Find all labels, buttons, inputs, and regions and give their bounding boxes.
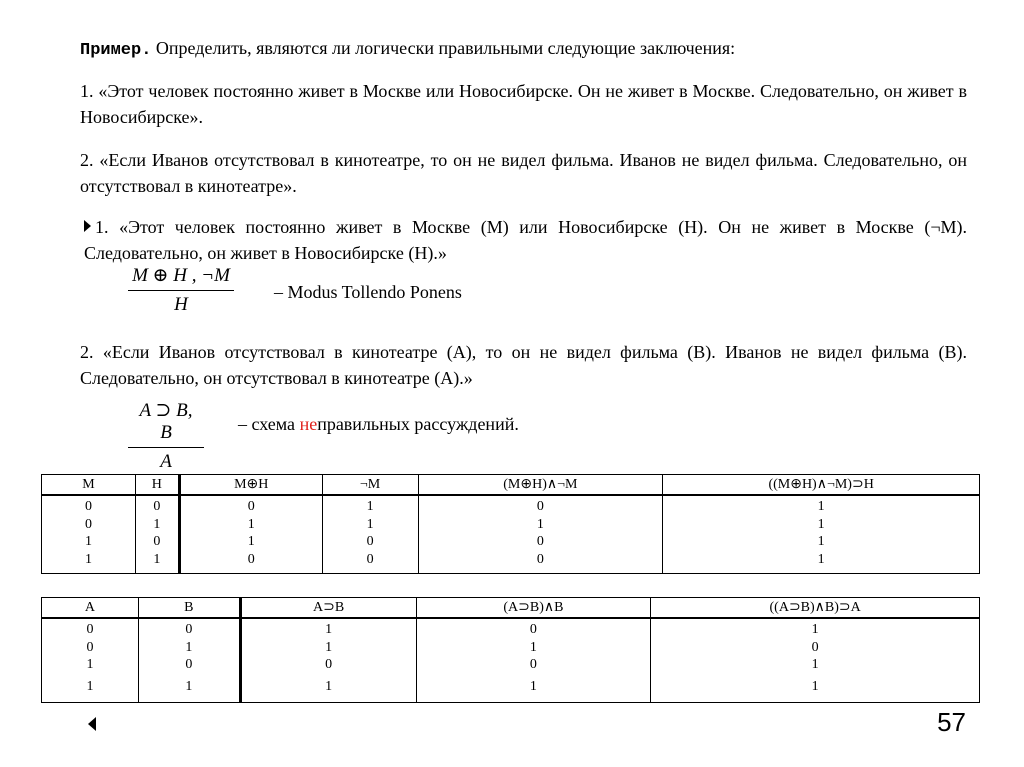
table-cell: 0 bbox=[325, 657, 333, 672]
table-cell: 0 bbox=[366, 551, 374, 567]
analysis-1-text: 1. «Этот человек постоянно живет в Москве (M) или Новосибирске (H). Он не живет в Москве (¬M). Следовательно, он живет в Новосибирске (H).» bbox=[84, 217, 967, 263]
table-cell: 0 bbox=[84, 499, 92, 514]
table-cell: 1 bbox=[817, 534, 825, 549]
table-header: B bbox=[138, 598, 240, 619]
table-cell: 1 bbox=[536, 516, 544, 532]
table-column bbox=[42, 618, 139, 702]
table-header: H bbox=[135, 475, 179, 496]
table-cell: 0 bbox=[86, 639, 94, 655]
table-cell: 0 bbox=[529, 657, 537, 672]
table-column bbox=[179, 495, 322, 573]
table-cell: 1 bbox=[529, 678, 537, 694]
table-cell: 0 bbox=[366, 534, 374, 549]
page-number: 57 bbox=[937, 707, 966, 737]
formula-1-numerator: M ⊕ H , ¬M bbox=[132, 265, 230, 286]
formula-2-denominator: A bbox=[160, 451, 172, 472]
table-cell: 0 bbox=[529, 622, 537, 637]
formula-2-numerator: A ⊃ B, B bbox=[139, 400, 193, 443]
table-column bbox=[416, 618, 651, 702]
table-cell: 1 bbox=[153, 516, 161, 532]
rule-name: – Modus Tollendo Ponens bbox=[274, 282, 462, 302]
table-cell: 1 bbox=[811, 622, 819, 637]
table-cell: 1 bbox=[325, 622, 333, 637]
table-cell: 1 bbox=[86, 678, 94, 694]
table-column bbox=[240, 618, 416, 702]
table-cell: 0 bbox=[536, 534, 544, 549]
table-cell: 1 bbox=[84, 551, 92, 567]
bullet-icon bbox=[84, 220, 91, 232]
table-header: ¬M bbox=[322, 475, 418, 496]
statement-1: 1. «Этот человек постоянно живет в Москве или Новосибирске. Он не живет в Москве. Следовательно, он живет в Новосибирске». bbox=[80, 81, 967, 127]
scheme-note bbox=[238, 414, 519, 435]
table-header: (A⊃B)∧B bbox=[416, 598, 651, 619]
example-label: Пример. bbox=[80, 41, 152, 60]
table-header: M bbox=[42, 475, 136, 496]
table-cell: 1 bbox=[325, 639, 333, 655]
statement-2: 2. «Если Иванов отсутствовал в кинотеатре, то он не видел фильма. Иванов не видел фильма. Следовательно, он отсутствовал в кинотеатре». bbox=[80, 150, 967, 196]
table-cell: 1 bbox=[366, 499, 374, 514]
table-cell: 0 bbox=[185, 622, 193, 637]
table-column bbox=[138, 618, 240, 702]
table-cell: 1 bbox=[366, 516, 374, 532]
table-cell: 0 bbox=[247, 551, 255, 567]
table-cell: 1 bbox=[86, 657, 94, 672]
table-cell: 0 bbox=[247, 499, 255, 514]
truth-table-1 bbox=[41, 474, 980, 574]
table-cell: 1 bbox=[529, 639, 537, 655]
truth-table-2 bbox=[41, 597, 980, 703]
table-cell: 1 bbox=[811, 678, 819, 694]
table-cell: 1 bbox=[185, 639, 193, 655]
table-body-row bbox=[42, 495, 980, 573]
table-header: ((M⊕H)∧¬M)⊃H bbox=[663, 475, 980, 496]
formula-1-denominator: H bbox=[174, 294, 188, 315]
table-cell: 1 bbox=[153, 551, 161, 567]
table-column bbox=[42, 495, 136, 573]
table-cell: 0 bbox=[86, 622, 94, 637]
table-cell: 1 bbox=[84, 534, 92, 549]
table-header: ((A⊃B)∧B)⊃A bbox=[651, 598, 980, 619]
table-cell: 1 bbox=[247, 516, 255, 532]
table-column bbox=[663, 495, 980, 573]
formula-1 bbox=[128, 264, 234, 316]
table-cell: 0 bbox=[536, 499, 544, 514]
table-cell: 0 bbox=[153, 499, 161, 514]
table-cell: 1 bbox=[811, 657, 819, 672]
table-header: A⊃B bbox=[240, 598, 416, 619]
table-cell: 1 bbox=[817, 499, 825, 514]
table-cell: 0 bbox=[811, 639, 819, 655]
table-cell: 1 bbox=[817, 516, 825, 532]
example-header bbox=[80, 36, 735, 63]
table-header-row bbox=[42, 598, 980, 619]
scheme-note-suffix: правильных рассуждений. bbox=[317, 414, 519, 434]
table-cell: 0 bbox=[536, 551, 544, 567]
formula-2 bbox=[128, 399, 204, 473]
table-cell: 0 bbox=[84, 516, 92, 532]
table-header: A bbox=[42, 598, 139, 619]
table-body-row bbox=[42, 618, 980, 702]
analysis-2: 2. «Если Иванов отсутствовал в кинотеатре (A), то он не видел фильма (B). Иванов не видел фильма (B). Следовательно, он отсутствовал в кинотеатре (A).» bbox=[80, 342, 967, 388]
table-column bbox=[135, 495, 179, 573]
example-text: Определить, являются ли логически правильными следующие заключения: bbox=[155, 38, 736, 58]
table-column bbox=[418, 495, 663, 573]
table-header: (M⊕H)∧¬M bbox=[418, 475, 663, 496]
table-cell: 1 bbox=[817, 551, 825, 567]
table-cell: 0 bbox=[153, 534, 161, 549]
table-cell: 1 bbox=[247, 534, 255, 549]
table-cell: 1 bbox=[325, 678, 333, 694]
scheme-note-negation: не bbox=[299, 414, 318, 434]
table-column bbox=[322, 495, 418, 573]
table-header-row bbox=[42, 475, 980, 496]
scheme-note-prefix: – схема bbox=[238, 414, 300, 434]
table-cell: 1 bbox=[185, 678, 193, 694]
table-column bbox=[651, 618, 980, 702]
table-header: M⊕H bbox=[179, 475, 322, 496]
analysis-1 bbox=[84, 214, 967, 266]
table-cell: 0 bbox=[185, 657, 193, 672]
previous-slide-icon[interactable] bbox=[88, 717, 96, 731]
